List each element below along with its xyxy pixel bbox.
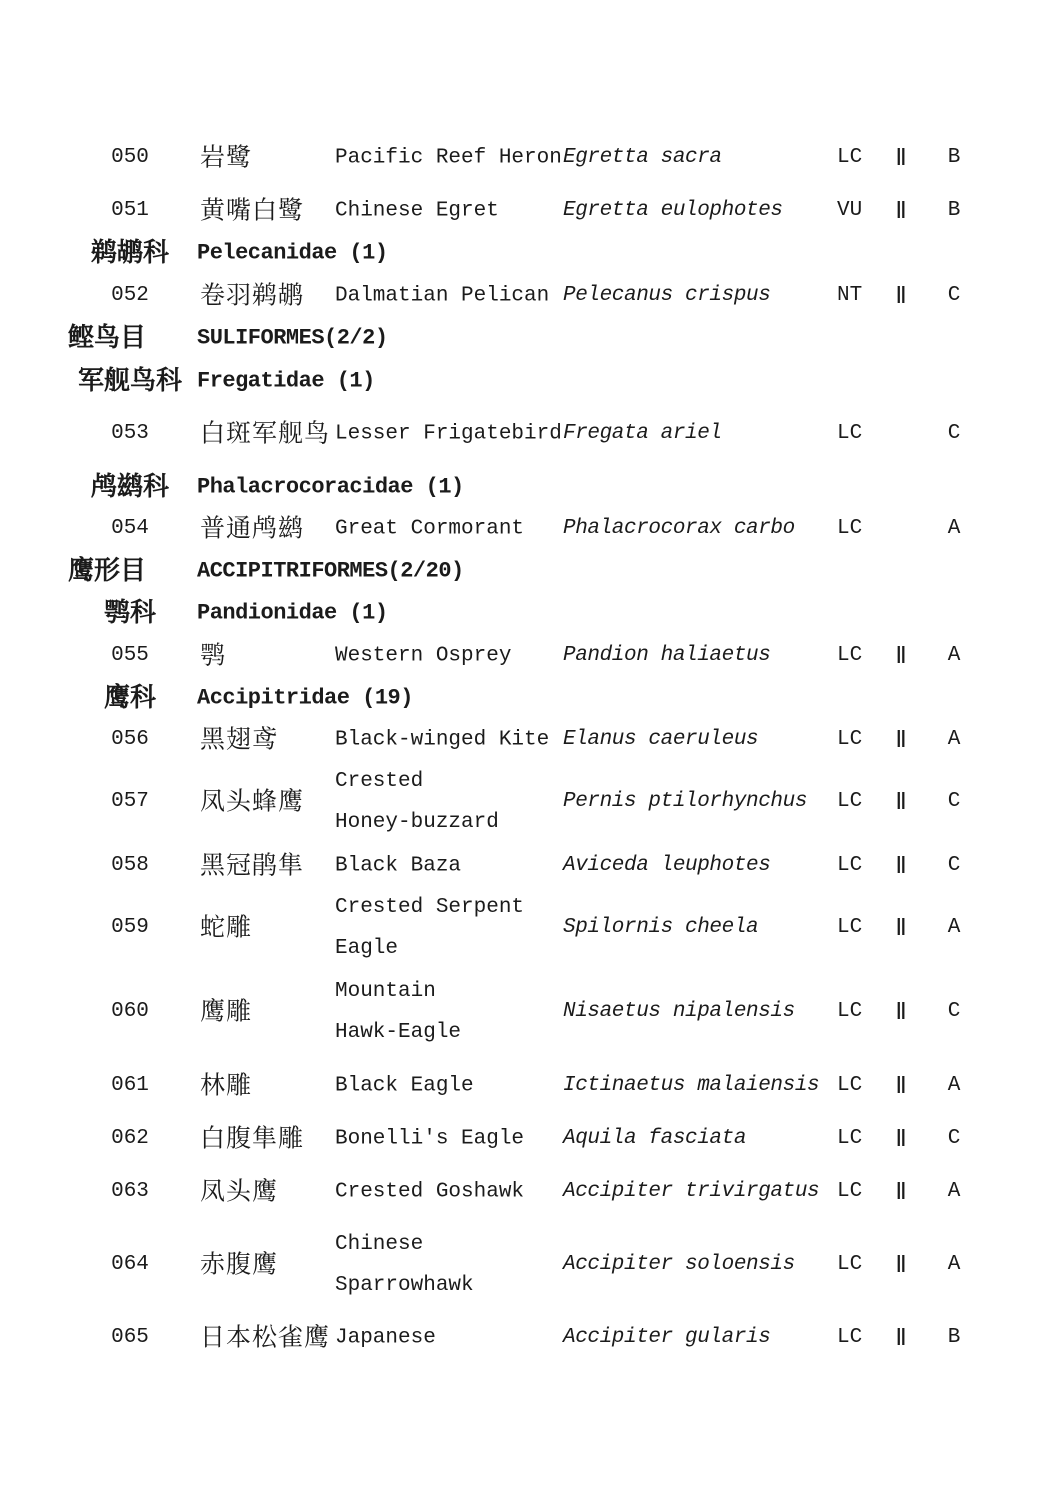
family-latin-name: Phalacrocoracidae (1)	[197, 474, 464, 500]
species-number: 058	[111, 853, 149, 877]
chinese-name: 黄嘴白鹭	[200, 196, 305, 225]
species-number: 059	[111, 915, 149, 939]
scientific-name: Ictinaetus malaiensis	[563, 1073, 820, 1097]
chinese-name: 赤腹鹰	[200, 1250, 279, 1279]
english-name: Bonelli's Eagle	[335, 1127, 525, 1151]
protection-class: Ⅱ	[895, 1324, 907, 1351]
scientific-name: Pandion haliaetus	[563, 643, 771, 667]
protection-class: Ⅱ	[895, 852, 907, 879]
english-name: Crested Serpent Eagle	[335, 896, 525, 960]
english-name: Chinese Egret	[335, 199, 499, 223]
family-latin-name: Pelecanidae (1)	[197, 240, 388, 266]
scientific-name: Pelecanus crispus	[563, 283, 771, 307]
scientific-name: Accipiter gularis	[563, 1325, 771, 1349]
protection-class: Ⅱ	[895, 726, 907, 753]
order-latin-name: ACCIPITRIFORMES(2/20)	[197, 558, 464, 584]
scientific-name: Spilornis cheela	[563, 915, 759, 939]
english-name: Chinese Sparrowhawk	[335, 1233, 474, 1297]
species-number: 060	[111, 999, 149, 1023]
protection-class: Ⅱ	[895, 998, 907, 1025]
scientific-name: Accipiter soloensis	[563, 1252, 795, 1276]
english-name: Black-winged Kite	[335, 728, 550, 752]
chinese-name: 凤头蜂鹰	[200, 787, 305, 816]
family-chinese-name: 鹰科	[103, 682, 156, 713]
chinese-name: 普通鸬鹚	[200, 514, 305, 543]
family-chinese-name: 鹈鹕科	[90, 237, 169, 268]
english-name: Black Eagle	[335, 1074, 474, 1098]
chinese-name: 白腹隼雕	[200, 1124, 305, 1153]
english-name: Black Baza	[335, 854, 462, 878]
iucn-status: LC	[837, 1073, 863, 1097]
iucn-status: VU	[837, 198, 863, 222]
region-category: B	[947, 1325, 961, 1349]
iucn-status: LC	[837, 853, 863, 877]
chinese-name: 白斑军舰鸟	[200, 419, 331, 448]
english-name: Dalmatian Pelican	[335, 284, 550, 308]
region-category: A	[947, 915, 961, 939]
family-latin-name: Accipitridae (19)	[197, 685, 413, 711]
chinese-name: 林雕	[200, 1071, 253, 1100]
iucn-status: LC	[837, 1126, 863, 1150]
region-category: A	[947, 1252, 961, 1276]
species-number: 065	[111, 1325, 149, 1349]
region-category: C	[947, 421, 961, 445]
chinese-name: 黑冠鹃隼	[200, 851, 305, 880]
scientific-name: Phalacrocorax carbo	[563, 516, 795, 540]
protection-class: Ⅱ	[895, 914, 907, 941]
region-category: A	[947, 516, 961, 540]
scientific-name: Aquila fasciata	[563, 1126, 747, 1150]
region-category: A	[947, 727, 961, 751]
iucn-status: NT	[837, 283, 863, 307]
english-name: Western Osprey	[335, 644, 512, 668]
region-category: C	[947, 1126, 961, 1150]
species-number: 063	[111, 1179, 149, 1203]
region-category: C	[947, 789, 961, 813]
english-name: Great Cormorant	[335, 517, 525, 541]
species-number: 052	[111, 283, 149, 307]
protection-class: Ⅱ	[895, 1072, 907, 1099]
protection-class: Ⅱ	[895, 144, 907, 171]
iucn-status: LC	[837, 1325, 863, 1349]
english-name: Crested Goshawk	[335, 1180, 525, 1204]
species-number: 062	[111, 1126, 149, 1150]
species-number: 064	[111, 1252, 149, 1276]
protection-class: Ⅱ	[895, 1251, 907, 1278]
species-number: 055	[111, 643, 149, 667]
species-number: 057	[111, 789, 149, 813]
species-number: 053	[111, 421, 149, 445]
family-chinese-name: 军舰鸟科	[77, 365, 182, 396]
chinese-name: 凤头鹰	[200, 1177, 279, 1206]
region-category: A	[947, 1073, 961, 1097]
region-category: C	[947, 853, 961, 877]
species-number: 056	[111, 727, 149, 751]
protection-class: Ⅱ	[895, 642, 907, 669]
scientific-name: Fregata ariel	[563, 421, 722, 445]
iucn-status: LC	[837, 643, 863, 667]
iucn-status: LC	[837, 789, 863, 813]
iucn-status: LC	[837, 999, 863, 1023]
region-category: B	[947, 145, 961, 169]
iucn-status: LC	[837, 727, 863, 751]
scientific-name: Accipiter trivirgatus	[563, 1179, 820, 1203]
chinese-name: 日本松雀鹰	[200, 1323, 331, 1352]
iucn-status: LC	[837, 145, 863, 169]
iucn-status: LC	[837, 1179, 863, 1203]
family-latin-name: Fregatidae (1)	[197, 368, 375, 394]
chinese-name: 鹰雕	[200, 997, 253, 1026]
species-number: 051	[111, 198, 149, 222]
english-name: Mountain Hawk-Eagle	[335, 980, 462, 1044]
region-category: C	[947, 283, 961, 307]
order-chinese-name: 鲣鸟目	[68, 322, 147, 353]
region-category: A	[947, 1179, 961, 1203]
english-name: Lesser Frigatebird	[335, 422, 562, 446]
species-number: 061	[111, 1073, 149, 1097]
protection-class: Ⅱ	[895, 1125, 907, 1152]
region-category: C	[947, 999, 961, 1023]
chinese-name: 鹗	[200, 641, 227, 670]
protection-class: Ⅱ	[895, 282, 907, 309]
scientific-name: Elanus caeruleus	[563, 727, 759, 751]
family-latin-name: Pandionidae (1)	[197, 600, 388, 626]
region-category: A	[947, 643, 961, 667]
iucn-status: LC	[837, 421, 863, 445]
scientific-name: Egretta sacra	[563, 145, 722, 169]
order-latin-name: SULIFORMES(2/2)	[197, 325, 388, 351]
protection-class: Ⅱ	[895, 788, 907, 815]
english-name: Crested Honey-buzzard	[335, 770, 499, 834]
scientific-name: Aviceda leuphotes	[563, 853, 771, 877]
chinese-name: 蛇雕	[200, 913, 253, 942]
iucn-status: LC	[837, 915, 863, 939]
iucn-status: LC	[837, 1252, 863, 1276]
english-name: Japanese	[335, 1326, 436, 1350]
english-name: Pacific Reef Heron	[335, 146, 562, 170]
iucn-status: LC	[837, 516, 863, 540]
family-chinese-name: 鹗科	[103, 597, 156, 628]
scientific-name: Pernis ptilorhynchus	[563, 789, 808, 813]
family-chinese-name: 鸬鹚科	[90, 471, 169, 502]
chinese-name: 黑翅鸢	[200, 725, 279, 754]
order-chinese-name: 鹰形目	[68, 555, 147, 586]
chinese-name: 岩鹭	[200, 143, 253, 172]
species-number: 054	[111, 516, 149, 540]
region-category: B	[947, 198, 961, 222]
chinese-name: 卷羽鹈鹕	[200, 281, 305, 310]
protection-class: Ⅱ	[895, 1178, 907, 1205]
scientific-name: Egretta eulophotes	[563, 198, 783, 222]
species-number: 050	[111, 145, 149, 169]
protection-class: Ⅱ	[895, 197, 907, 224]
scientific-name: Nisaetus nipalensis	[563, 999, 795, 1023]
